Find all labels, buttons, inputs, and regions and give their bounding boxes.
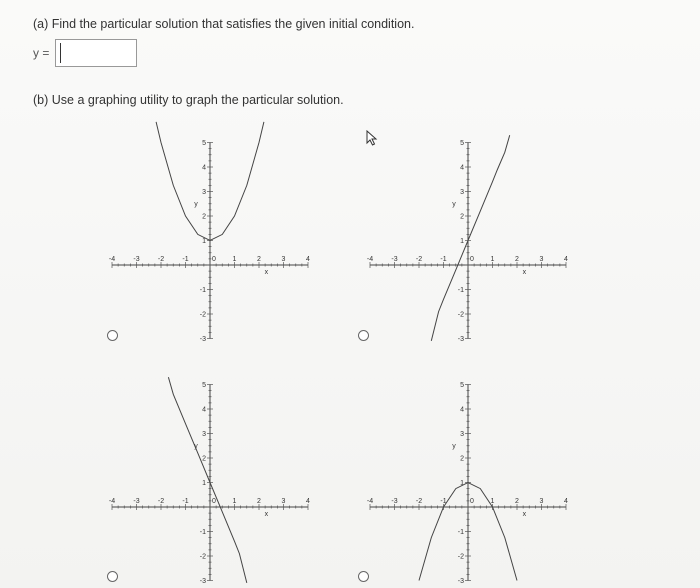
x-axis-label: x	[522, 269, 527, 276]
y-tick-label: -3	[457, 578, 464, 585]
series-line	[431, 135, 509, 341]
x-tick-label: 0	[212, 256, 216, 263]
y-axis-label: y	[194, 443, 198, 451]
y-tick-label: -2	[457, 311, 464, 319]
y-tick-label: -2	[199, 311, 206, 319]
x-tick-label: -4	[108, 256, 116, 263]
y-tick-label: 5	[460, 140, 464, 147]
y-tick-label: 4	[202, 164, 206, 172]
x-tick-label: -2	[415, 256, 423, 263]
y-tick-label: 4	[460, 406, 464, 414]
y-axis-label: y	[452, 443, 456, 451]
x-tick-label: -1	[182, 256, 189, 263]
question-a-text: (a) Find the particular solution that satisfies the given initial condition.	[33, 17, 415, 31]
y-tick-label: 3	[202, 431, 206, 438]
x-tick-label: -4	[108, 498, 116, 505]
x-tick-label: 3	[281, 498, 286, 505]
y-tick-label: -1	[457, 287, 464, 294]
answer-row	[33, 38, 137, 68]
graph-option-b[interactable]	[368, 130, 598, 345]
x-tick-label: 3	[539, 256, 544, 263]
x-tick-label: -2	[157, 256, 165, 263]
x-tick-label: -3	[133, 256, 140, 263]
y-tick-label: -2	[199, 553, 206, 561]
y-tick-label: 5	[202, 140, 206, 147]
y-tick-label: -3	[457, 336, 464, 343]
y-tick-label: 3	[460, 431, 464, 438]
x-tick-label: 4	[564, 256, 568, 263]
x-tick-label: 0	[470, 498, 474, 505]
x-tick-label: 1	[490, 498, 495, 505]
x-tick-label: 0	[470, 256, 474, 263]
y-tick-label: 1	[202, 480, 206, 487]
y-tick-label: -3	[199, 578, 206, 585]
y-tick-label: 4	[202, 406, 206, 414]
y-tick-label: 2	[460, 213, 464, 221]
x-tick-label: 3	[281, 256, 286, 263]
y-tick-label: 2	[202, 455, 206, 463]
y-tick-label: 5	[202, 382, 206, 389]
x-tick-label: 4	[564, 498, 568, 505]
y-tick-label: 1	[202, 238, 206, 245]
answer-label: y =	[33, 46, 50, 60]
y-tick-label: 4	[460, 164, 464, 172]
y-tick-label: 1	[460, 238, 464, 245]
x-tick-label: -1	[182, 498, 189, 505]
x-axis-label: x	[264, 269, 269, 276]
graph-option-c[interactable]	[110, 372, 340, 587]
x-tick-label: -1	[440, 256, 447, 263]
series-line	[168, 377, 246, 583]
x-tick-label: 2	[257, 256, 261, 263]
y-tick-label: 5	[460, 382, 464, 389]
y-axis-label: y	[452, 201, 456, 209]
x-tick-label: 1	[232, 256, 237, 263]
x-tick-label: -1	[440, 498, 447, 505]
y-tick-label: -2	[457, 553, 464, 561]
x-tick-label: 2	[257, 498, 261, 505]
x-tick-label: 1	[232, 498, 237, 505]
y-tick-label: -1	[199, 529, 206, 536]
y-tick-label: -1	[199, 287, 206, 294]
x-axis-label: x	[264, 511, 269, 518]
x-tick-label: 4	[306, 498, 310, 505]
x-tick-label: -2	[157, 498, 165, 505]
x-tick-label: -3	[391, 256, 398, 263]
y-tick-label: 3	[460, 189, 464, 196]
text-cursor	[60, 43, 61, 63]
graph-option-a[interactable]	[110, 130, 340, 345]
x-axis-label: x	[522, 511, 527, 518]
x-tick-label: -3	[391, 498, 398, 505]
x-tick-label: 2	[515, 498, 519, 505]
answer-input[interactable]	[55, 39, 137, 67]
y-tick-label: 2	[460, 455, 464, 463]
y-tick-label: 3	[202, 189, 206, 196]
x-tick-label: -3	[133, 498, 140, 505]
x-tick-label: 3	[539, 498, 544, 505]
x-tick-label: 4	[306, 256, 310, 263]
y-tick-label: 1	[460, 480, 464, 487]
x-tick-label: -4	[366, 256, 374, 263]
x-tick-label: -4	[366, 498, 374, 505]
question-b-text: (b) Use a graphing utility to graph the particular solution.	[33, 93, 344, 107]
x-tick-label: -2	[415, 498, 423, 505]
mouse-pointer-icon	[366, 130, 378, 146]
x-tick-label: 2	[515, 256, 519, 263]
y-axis-label: y	[194, 201, 198, 209]
y-tick-label: -1	[457, 529, 464, 536]
y-tick-label: -3	[199, 336, 206, 343]
y-tick-label: 2	[202, 213, 206, 221]
x-tick-label: 1	[490, 256, 495, 263]
x-tick-label: 0	[212, 498, 216, 505]
graph-option-d[interactable]	[368, 372, 598, 587]
